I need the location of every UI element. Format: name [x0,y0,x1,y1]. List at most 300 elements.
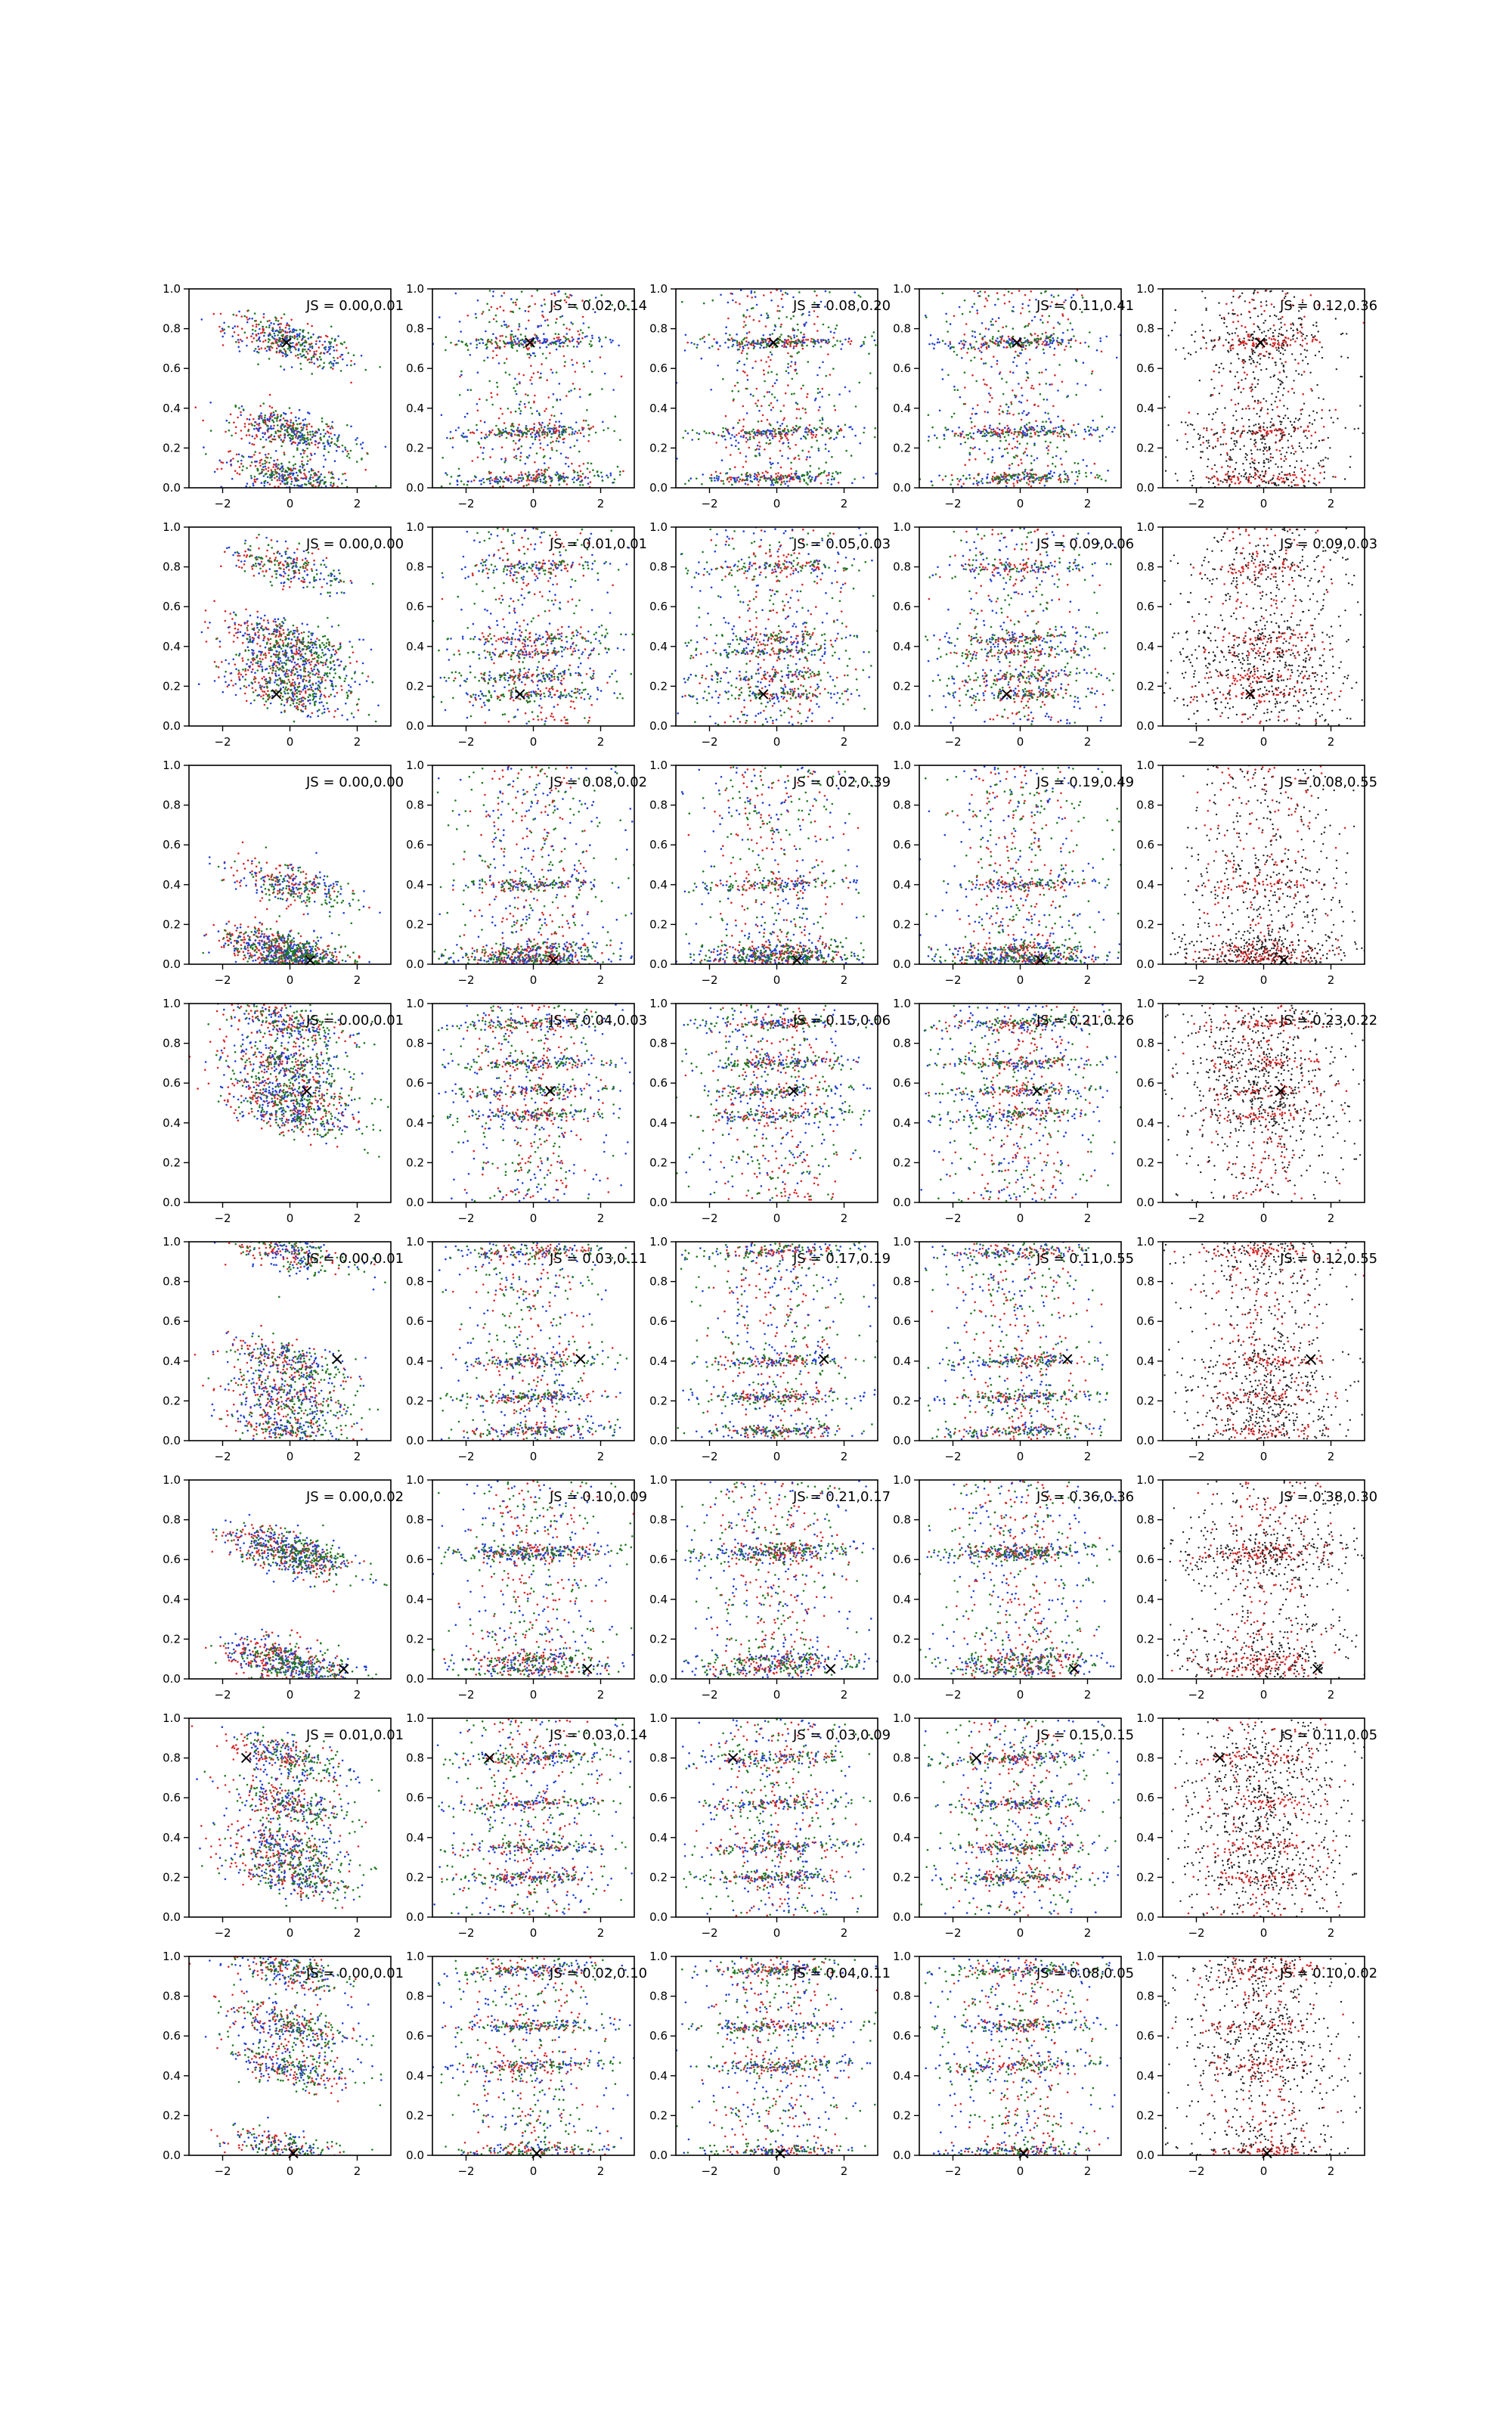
point [361,447,364,449]
point [1027,399,1029,402]
point [239,350,241,352]
point [223,322,225,324]
point [1047,453,1049,455]
point [236,454,238,456]
point [931,427,934,429]
point [541,305,543,307]
point [808,451,810,453]
point [226,461,228,464]
point [290,483,293,486]
point [556,349,558,351]
point [1250,449,1252,451]
y-tick-label: 0.4 [406,402,424,415]
point [986,348,988,350]
point [296,444,299,446]
point [1225,479,1226,481]
point [992,324,994,326]
point [296,343,299,346]
point [742,346,744,348]
point [1012,448,1014,450]
point [1086,476,1088,478]
point [1260,306,1263,308]
point [724,342,727,344]
point [1002,393,1005,396]
point [1251,453,1253,455]
point [1280,454,1281,455]
point [328,341,330,343]
point [547,424,550,427]
point [284,454,286,456]
point [782,430,785,433]
point [240,315,243,318]
point [525,436,528,438]
point [770,409,773,411]
point [350,360,352,362]
point [746,332,748,334]
point [343,341,345,343]
point [737,422,739,424]
point [813,341,815,343]
point [575,371,577,373]
point [310,337,312,339]
point [602,421,604,424]
point [258,352,260,354]
point [710,389,712,391]
point [807,483,809,486]
point [1244,457,1246,458]
point [539,340,541,342]
point [1332,422,1334,424]
point [333,349,336,352]
point [306,448,308,450]
point [572,428,574,430]
point [742,436,745,439]
point [578,430,581,432]
point [744,344,746,346]
point [255,348,257,350]
point [246,316,248,318]
point [850,455,853,457]
point [275,466,277,468]
point [1025,380,1027,382]
point [1269,427,1271,428]
point [356,443,358,445]
point [753,437,755,439]
point [319,482,321,484]
point [553,393,555,396]
point [553,292,556,294]
point [1047,321,1049,324]
point [177,393,179,396]
point [1296,461,1297,462]
point [222,344,225,346]
point [808,430,810,432]
point [1057,337,1059,340]
point [287,429,289,431]
point [563,355,565,358]
point [1042,421,1044,424]
point [497,482,499,485]
point [1043,476,1045,478]
point [265,454,267,456]
point [475,313,477,315]
point [745,316,748,318]
point [1028,412,1030,414]
point [324,481,326,483]
point [1273,424,1275,426]
point [758,433,761,435]
point [321,344,324,346]
point [268,453,270,455]
point [1040,337,1043,340]
point [333,346,335,349]
point [1017,355,1019,357]
point [1094,463,1096,465]
point [1070,338,1073,340]
point [283,439,285,442]
point [272,466,274,468]
point [299,333,301,335]
point [527,395,529,397]
point [775,433,777,435]
point [1056,432,1058,434]
point [480,483,482,486]
point [841,343,844,346]
point [572,340,574,343]
point [1234,313,1235,315]
point [1052,427,1055,430]
point [1046,399,1049,401]
point [599,339,601,341]
point [950,483,952,486]
point [324,445,326,448]
point [954,389,956,391]
point [528,430,530,433]
y-tick-label: 1.0 [893,282,911,296]
point [818,342,820,344]
point [578,478,580,480]
point [785,370,788,372]
point [561,426,563,428]
point [279,475,281,477]
point [295,428,297,430]
point [328,436,330,438]
point [259,423,261,425]
point [1027,442,1029,445]
point [524,403,526,405]
point [831,479,833,481]
point [182,450,184,452]
point [1061,464,1063,466]
point [763,374,765,376]
point [1030,342,1032,344]
point [300,477,302,479]
point [684,430,686,433]
point [762,430,764,433]
point [306,426,308,428]
point [721,459,723,461]
point [1064,478,1067,480]
point [992,448,994,451]
point [305,444,308,446]
point [771,430,773,433]
y-tick-label: 0.6 [649,361,668,375]
point [307,432,309,434]
point [1030,455,1033,458]
point [525,473,527,475]
point [299,363,302,365]
point [684,483,686,486]
point [265,461,268,464]
point [993,433,996,436]
point [299,471,301,473]
point [541,433,544,436]
point [971,347,973,349]
point [544,480,547,482]
point [792,476,795,479]
point [268,327,271,329]
point [959,306,961,309]
point [445,349,447,352]
point [998,317,1000,319]
point [321,417,324,420]
point [1024,476,1026,479]
point [725,446,727,448]
point [570,389,572,392]
point [1019,443,1021,445]
point [284,313,286,315]
point [1011,475,1013,477]
point [903,338,906,340]
point [1061,425,1063,427]
point [978,481,980,483]
point [913,376,916,378]
point [1026,414,1028,416]
point [788,339,790,341]
point [1226,481,1228,483]
point [1322,399,1324,400]
point [538,434,541,436]
point [325,335,327,337]
point [295,355,297,357]
point [291,431,293,433]
point [850,343,852,346]
point [482,478,485,480]
point [1097,476,1099,479]
point [729,468,731,470]
point [987,299,989,302]
point [742,347,745,349]
point [1016,479,1018,482]
point [983,343,985,345]
point [1051,431,1053,433]
point [984,411,987,413]
point [574,388,576,390]
point [960,434,962,436]
point [265,466,267,468]
point [776,374,778,376]
point [1039,383,1041,386]
point [984,452,986,455]
point [868,352,870,355]
point [766,442,768,445]
point [788,372,790,374]
point [481,479,483,482]
point [476,429,479,431]
point [1062,315,1064,317]
point [763,369,765,371]
point [573,481,575,483]
point [268,324,271,327]
point [295,349,297,351]
point [1046,474,1048,476]
point [286,430,288,433]
point [763,341,765,343]
point [478,339,480,341]
point [488,434,491,436]
point [1043,341,1045,343]
point [1014,395,1016,397]
point [977,484,979,486]
point [287,348,290,350]
point [748,431,751,433]
point [892,358,894,360]
point [724,439,727,441]
point [1224,429,1225,430]
point [264,417,266,419]
point [774,396,776,399]
point [827,479,829,481]
point [254,312,256,315]
point [1231,432,1233,434]
point [1212,418,1213,420]
point [1253,463,1255,464]
point [968,474,971,476]
point [252,436,254,438]
point [784,339,786,341]
point [1241,432,1243,433]
point [1030,473,1033,476]
point [250,335,253,337]
point [1251,340,1253,341]
point [944,343,947,345]
point [547,344,550,346]
point [1013,479,1015,481]
point [289,331,291,334]
point [299,423,301,425]
point [563,481,565,483]
point [268,320,271,322]
y-tick-label: 0.2 [406,441,424,455]
point [1259,416,1260,417]
point [529,379,531,381]
point [500,458,503,461]
point [308,471,311,473]
point [327,351,329,353]
point [253,428,256,430]
point [1265,471,1266,473]
point [534,303,537,306]
point [318,346,321,349]
point [529,428,531,430]
point [1314,478,1316,480]
point [999,435,1001,437]
point [304,349,306,351]
point [285,336,287,338]
point [499,436,501,438]
point [1247,336,1250,338]
point [985,297,987,299]
point [1301,327,1303,329]
point [542,482,544,484]
point [346,365,349,367]
point [1282,334,1284,336]
point [1206,430,1208,432]
y-tick-label: 0.2 [163,441,181,455]
point [464,416,466,418]
point [344,473,346,475]
point [1272,357,1274,359]
point [287,478,289,480]
point [1321,466,1323,468]
point [574,445,576,447]
point [785,432,788,434]
point [259,405,262,407]
point [308,482,310,485]
point [747,379,749,381]
point [579,396,581,399]
point [274,333,276,335]
point [766,312,768,315]
point [1310,388,1312,390]
point [1232,347,1235,349]
point [1067,329,1069,331]
point [481,437,483,439]
point [1281,430,1283,432]
point [1213,482,1214,484]
point [1035,474,1037,476]
point [547,444,549,446]
point [276,420,278,422]
point [979,350,981,352]
point [1284,455,1286,457]
point [284,368,286,371]
point [293,337,296,340]
point [311,486,314,488]
point [460,330,462,333]
point [1055,466,1057,468]
point [795,444,797,446]
point [488,430,491,433]
point [1012,310,1014,312]
point [1265,320,1266,321]
point [331,438,333,440]
point [1070,431,1073,433]
point [759,455,761,457]
point [1256,343,1258,345]
point [253,444,256,446]
point [782,293,784,296]
point [1024,434,1026,436]
point [296,433,298,435]
point [801,314,804,316]
point [240,339,242,341]
point [299,353,302,355]
point [1227,454,1228,455]
point [818,450,820,452]
point [733,339,735,341]
point [1306,464,1308,466]
